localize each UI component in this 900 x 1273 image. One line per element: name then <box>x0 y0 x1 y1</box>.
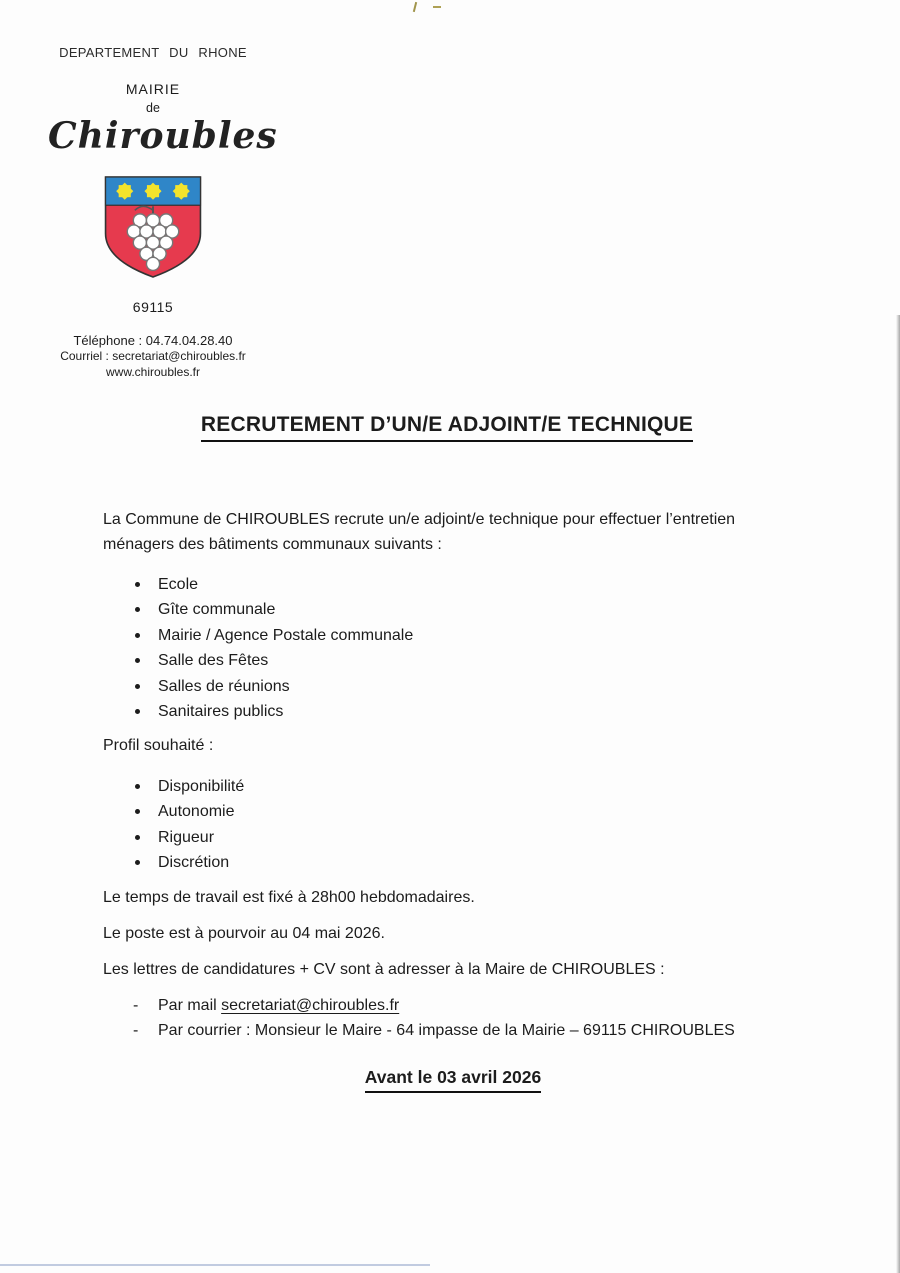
deadline-wrap <box>103 1065 803 1093</box>
list-item: Gîte communale <box>158 597 803 622</box>
document-body <box>103 508 803 1093</box>
commune-name-script: Chiroubles <box>48 115 278 157</box>
apply-mail-prefix: Par mail <box>158 997 222 1015</box>
scan-artifact-right-edge <box>896 315 900 1273</box>
document-title-wrap <box>0 413 894 442</box>
mairie-line: MAIRIE <box>125 81 181 97</box>
list-item: Salle des Fêtes <box>158 648 803 673</box>
list-item: Disponibilité <box>158 774 803 799</box>
coat-of-arms <box>102 175 204 280</box>
profile-heading: Profil souhaité : <box>103 737 214 755</box>
scan-artifact-bottom-line <box>0 1264 430 1266</box>
profile-list <box>103 774 803 876</box>
list-item: Rigueur <box>158 825 803 850</box>
de-line: de <box>146 101 160 115</box>
sun-icon <box>144 183 161 200</box>
start-date-paragraph: Le poste est à pourvoir au 04 mai 2026. <box>103 925 385 943</box>
deadline-text: Avant le 03 avril 2026 <box>365 1065 541 1093</box>
list-item: Sanitaires publics <box>158 699 803 724</box>
hours-paragraph: Le temps de travail est fixé à 28h00 hebdomadaires. <box>103 888 475 906</box>
list-item: Ecole <box>158 572 803 597</box>
apply-methods-list <box>103 993 803 1043</box>
intro-paragraph: La Commune de CHIROUBLES recrute un/e adjoint/e technique pour effectuer l’entretien ménagers des bâtiments communaux suivants : <box>103 511 736 553</box>
apply-by-mail-item <box>158 993 803 1018</box>
apply-paragraph: Les lettres de candidatures + CV sont à adresser à la Maire de CHIROUBLES : <box>103 960 665 978</box>
department-line: DEPARTEMENT DU RHONE <box>59 45 247 60</box>
buildings-list <box>103 572 803 724</box>
website-line: www.chiroubles.fr <box>105 365 201 379</box>
sun-icon <box>173 183 190 200</box>
list-item: Autonomie <box>158 799 803 824</box>
phone-line: Téléphone : 04.74.04.28.40 <box>73 333 233 348</box>
courriel-line: Courriel : secretariat@chiroubles.fr <box>60 349 246 363</box>
scan-artifact-top-mark <box>413 2 417 12</box>
list-item: Mairie / Agence Postale communale <box>158 623 803 648</box>
sun-icon <box>116 183 133 200</box>
scan-artifact-top-mark <box>433 6 441 8</box>
list-item: Salles de réunions <box>158 674 803 699</box>
postal-code: 69115 <box>132 299 174 315</box>
apply-by-courier-item: - Par courrier : Monsieur le Maire - 64 impasse de la Mairie – 69115 CHIROUBLES <box>158 1018 803 1043</box>
email-link[interactable]: secretariat@chiroubles.fr <box>221 997 400 1015</box>
page-title: RECRUTEMENT D’UN/E ADJOINT/E TECHNIQUE <box>201 413 693 442</box>
list-item: Discrétion <box>158 850 803 875</box>
coat-of-arms-icon <box>102 175 204 280</box>
